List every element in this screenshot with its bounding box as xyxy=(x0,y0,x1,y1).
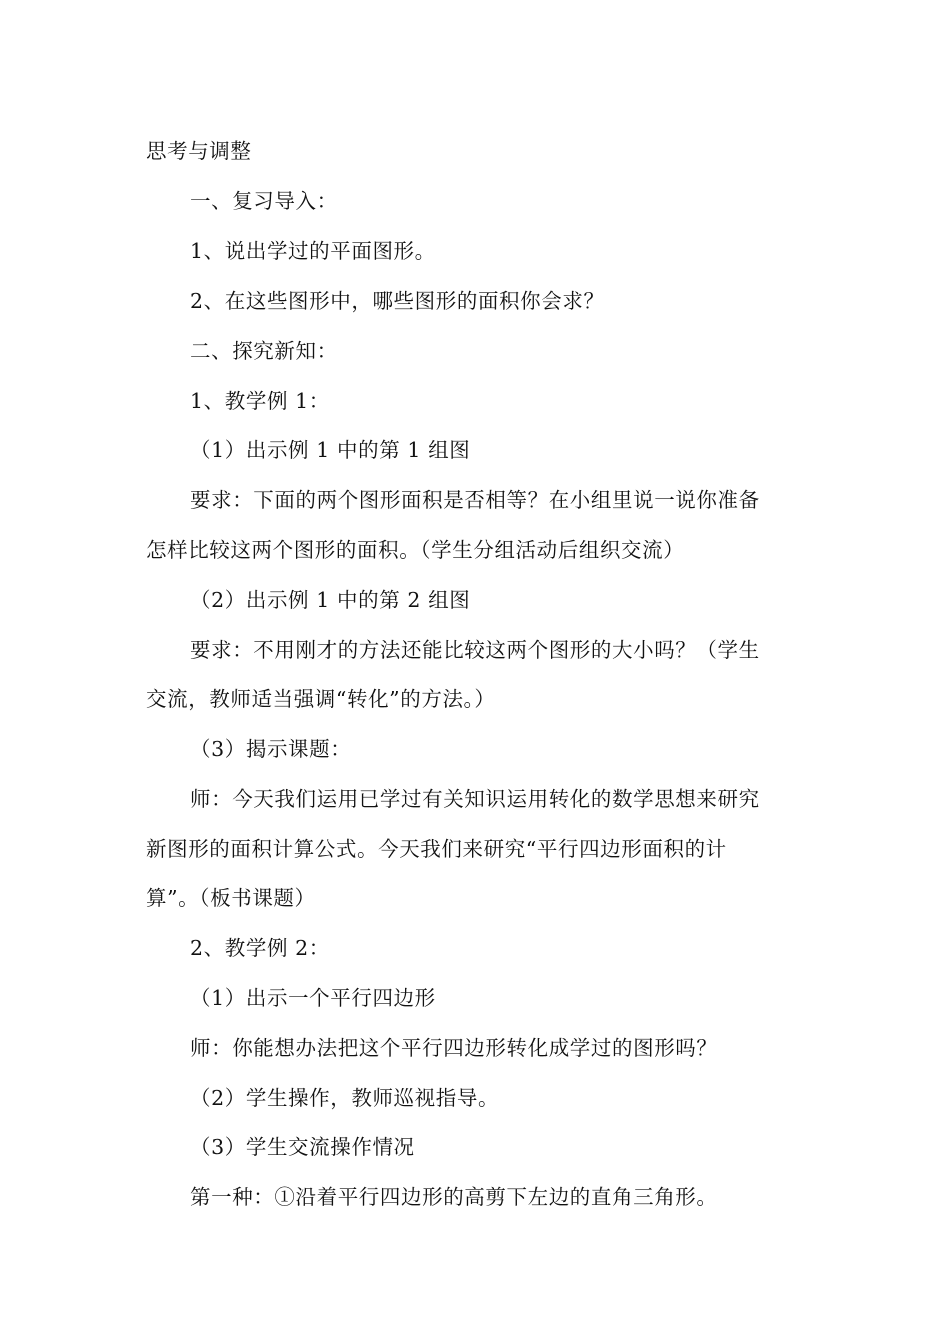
section-heading-review: 一、复习导入： xyxy=(190,189,338,213)
paragraph-line: 第一种：①沿着平行四边形的高剪下左边的直角三角形。 xyxy=(190,1185,718,1209)
paragraph-line: 要求：不用刚才的方法还能比较这两个图形的大小吗？（学生 xyxy=(190,638,760,662)
paragraph-line: 1、教学例 1： xyxy=(190,389,330,413)
paragraph-line: （1）出示例 1 中的第 1 组图 xyxy=(190,438,471,462)
paragraph-line: （1）出示一个平行四边形 xyxy=(190,986,436,1010)
paragraph-line: 交流，教师适当强调“转化”的方法。） xyxy=(146,687,496,711)
margin-note-heading: 思考与调整 xyxy=(146,139,252,163)
paragraph-line: （3）学生交流操作情况 xyxy=(190,1135,415,1159)
paragraph-line: （2）学生操作，教师巡视指导。 xyxy=(190,1086,500,1110)
paragraph-line: （3）揭示课题： xyxy=(190,737,352,761)
paragraph-line: 要求：下面的两个图形面积是否相等？在小组里说一说你准备 xyxy=(190,488,760,512)
paragraph-line: 师：你能想办法把这个平行四边形转化成学过的图形吗？ xyxy=(190,1036,718,1060)
paragraph-line: 2、在这些图形中，哪些图形的面积你会求？ xyxy=(190,289,605,313)
paragraph-line: 1、说出学过的平面图形。 xyxy=(190,239,436,263)
section-heading-explore: 二、探究新知： xyxy=(190,339,338,363)
paragraph-line: 新图形的面积计算公式。今天我们来研究“平行四边形面积的计 xyxy=(146,837,727,861)
paragraph-line: 怎样比较这两个图形的面积。（学生分组活动后组织交流） xyxy=(146,538,685,562)
paragraph-line: 2、教学例 2： xyxy=(190,936,330,960)
paragraph-line: （2）出示例 1 中的第 2 组图 xyxy=(190,588,471,612)
paragraph-line: 师：今天我们运用已学过有关知识运用转化的数学思想来研究 xyxy=(190,787,760,811)
paragraph-line: 算”。（板书课题） xyxy=(146,886,316,910)
